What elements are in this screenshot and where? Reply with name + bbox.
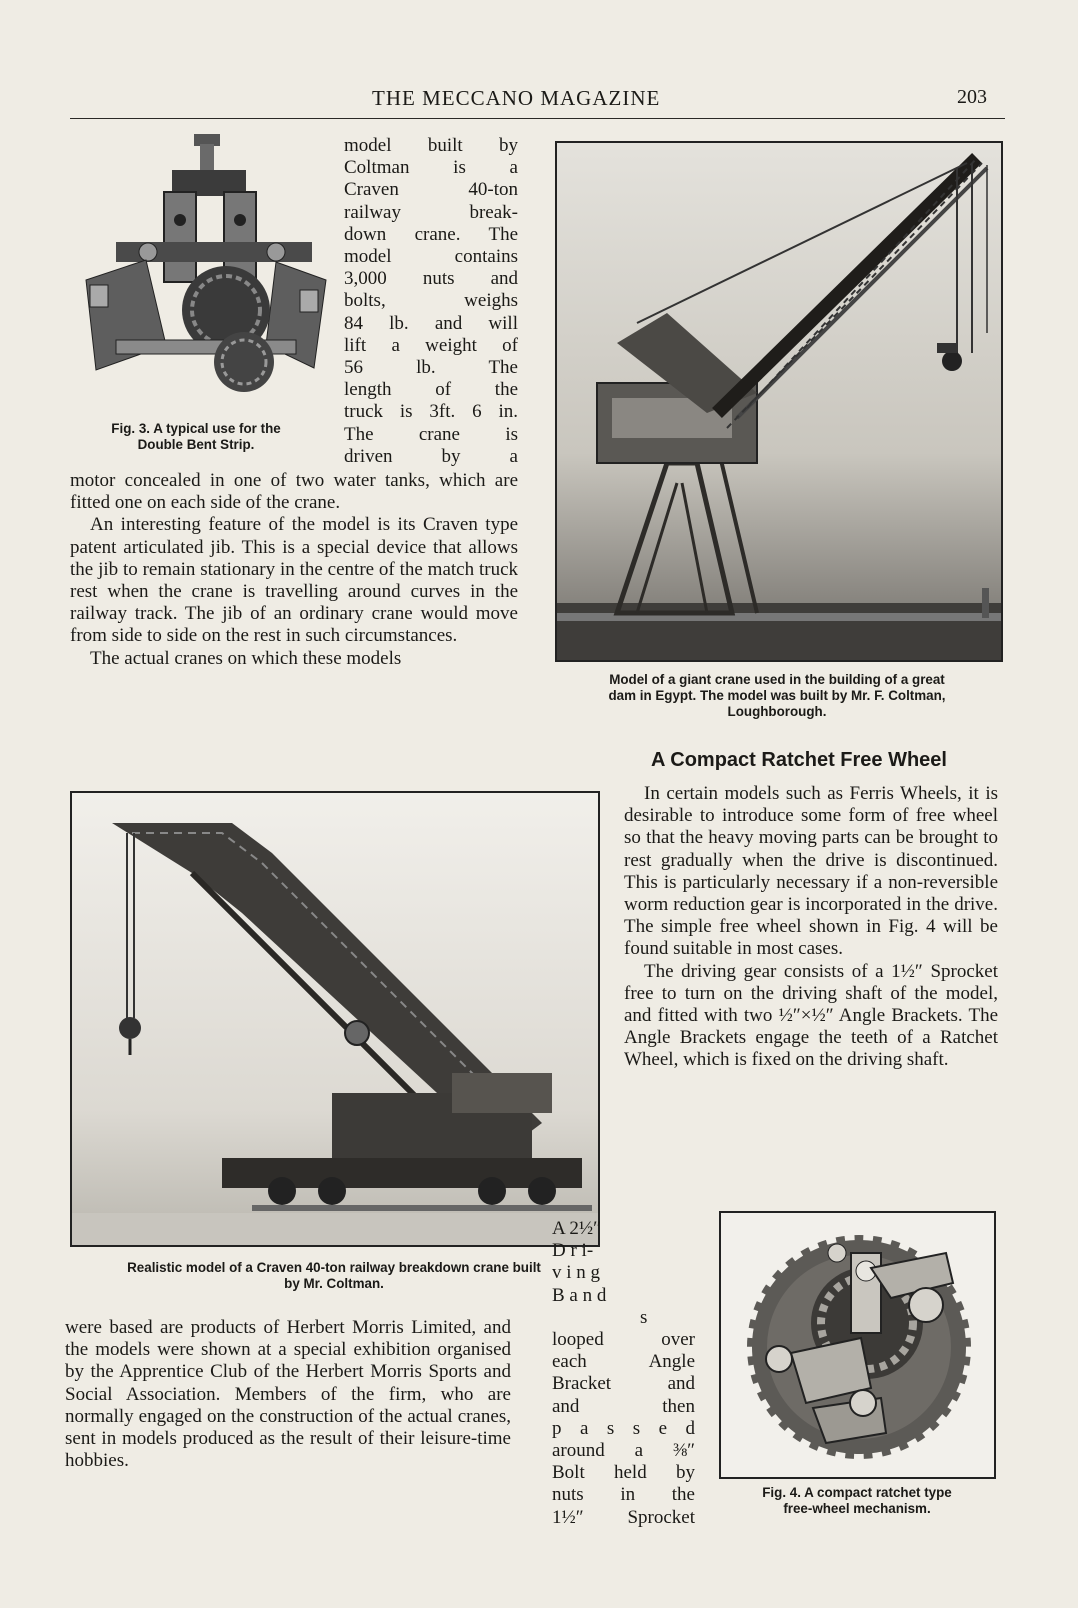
text-line: looped over [552, 1329, 695, 1351]
left-bottom-text [65, 1317, 511, 1472]
page-number: 203 [957, 86, 987, 108]
giant-crane-photo [555, 141, 1003, 662]
text-line: driven by a [344, 445, 518, 467]
text-line: Coltman is a [344, 157, 518, 179]
fig3-caption-line: Double Bent Strip. [137, 437, 255, 452]
text-line: and then [552, 1395, 695, 1417]
giant-crane-caption [547, 672, 1007, 720]
caption-line: Loughborough. [727, 704, 827, 719]
text-line: nuts in the [552, 1484, 695, 1506]
text-line: length of the [344, 379, 518, 401]
narrow-column-text [344, 135, 518, 468]
fig4-caption [712, 1485, 1002, 1517]
paragraph: In certain models such as Ferris Wheels, it is desirable to introduce some form of free wheel so that the heavy moving parts can be brought to rest gradually when the drive is discontinued. This is particularly necessary if a non-reversible worm reduction gear is incorporated in the drive. The simple free wheel shown in Fig. 4 will be found suitable in most cases. [624, 783, 998, 960]
text-line: lift a weight of [344, 334, 518, 356]
fig4-caption-line: free-wheel mechanism. [783, 1501, 931, 1516]
paragraph: motor concealed in one of two water tanks, which are fitted one on each side of the crane. [70, 470, 518, 514]
text-line: model contains [344, 246, 518, 268]
text-line: around a ⅜″ [552, 1440, 695, 1462]
caption-line: dam in Egypt. The model was built by Mr. F. Coltman, [608, 688, 946, 703]
section-heading: A Compact Ratchet Free Wheel [651, 749, 947, 771]
fig3-image [76, 130, 338, 410]
magazine-title: THE MECCANO MAGAZINE [372, 86, 661, 110]
text-line: 56 lb. The [344, 357, 518, 379]
text-line: s [640, 1306, 648, 1328]
text-line: model built by [344, 135, 518, 156]
craven-crane-photo [70, 791, 600, 1247]
text-line: B a n d [552, 1284, 607, 1306]
text-line: 84 lb. and will [344, 312, 518, 334]
left-column-text [70, 470, 518, 670]
text-line: The crane is [344, 423, 518, 445]
text-line: 1½″ Sprocket [552, 1506, 695, 1528]
text-line: down crane. The [344, 223, 518, 245]
text-line: railway break- [344, 201, 518, 223]
caption-line: Realistic model of a Craven 40-ton railway breakdown crane built [127, 1260, 541, 1275]
caption-line: by Mr. Coltman. [284, 1276, 384, 1291]
page-header [70, 82, 1005, 119]
text-line: v i n g [552, 1262, 601, 1284]
text-line: each Angle [552, 1351, 695, 1373]
fig4-image [719, 1211, 996, 1479]
text-line: 3,000 nuts and [344, 268, 518, 290]
fig4-caption-line: Fig. 4. A compact ratchet type [762, 1485, 952, 1500]
craven-crane-caption [60, 1260, 608, 1292]
paragraph: were based are products of Herbert Morris Limited, and the models were shown at a special exhibition organised by the Apprentice Club of the Herbert Morris Sports and Social Association. Members of the firm, who are normally engaged on the construction of the actual cranes, sent in models produced as the result of their leisure-time hobbies. [65, 1317, 511, 1472]
fig3-caption-line: Fig. 3. A typical use for the [111, 421, 281, 436]
text-line: D r i- [552, 1240, 594, 1262]
text-line: Craven 40-ton [344, 179, 518, 201]
text-line: A 2½″ [552, 1218, 602, 1239]
text-line: Bolt held by [552, 1462, 695, 1484]
ratchet-text [624, 783, 998, 1072]
paragraph: An interesting feature of the model is its Craven type patent articulated jib. This is a special device that allows the jib to remain stationary in the centre of the match truck rest when the crane is travelling around curves in the railway track. The jib of an ordinary crane would move from side to side on the rest in such circumstances. [70, 514, 518, 647]
paragraph: The driving gear consists of a 1½″ Sprocket free to turn on the driving shaft of the model, and fitted with two ½″×½″ Angle Brackets. The Angle Brackets engage the teeth of a Ratchet Wheel, which is fixed on the driving shaft. [624, 960, 998, 1071]
narrow-right-text [552, 1218, 695, 1529]
paragraph: The actual cranes on which these models [90, 647, 402, 669]
text-line: p a s s e d [552, 1417, 695, 1439]
text-line: truck is 3ft. 6 in. [344, 401, 518, 423]
fig3-caption [70, 421, 322, 453]
text-line: bolts, weighs [344, 290, 518, 312]
text-line: Bracket and [552, 1373, 695, 1395]
caption-line: Model of a giant crane used in the building of a great [609, 672, 945, 687]
